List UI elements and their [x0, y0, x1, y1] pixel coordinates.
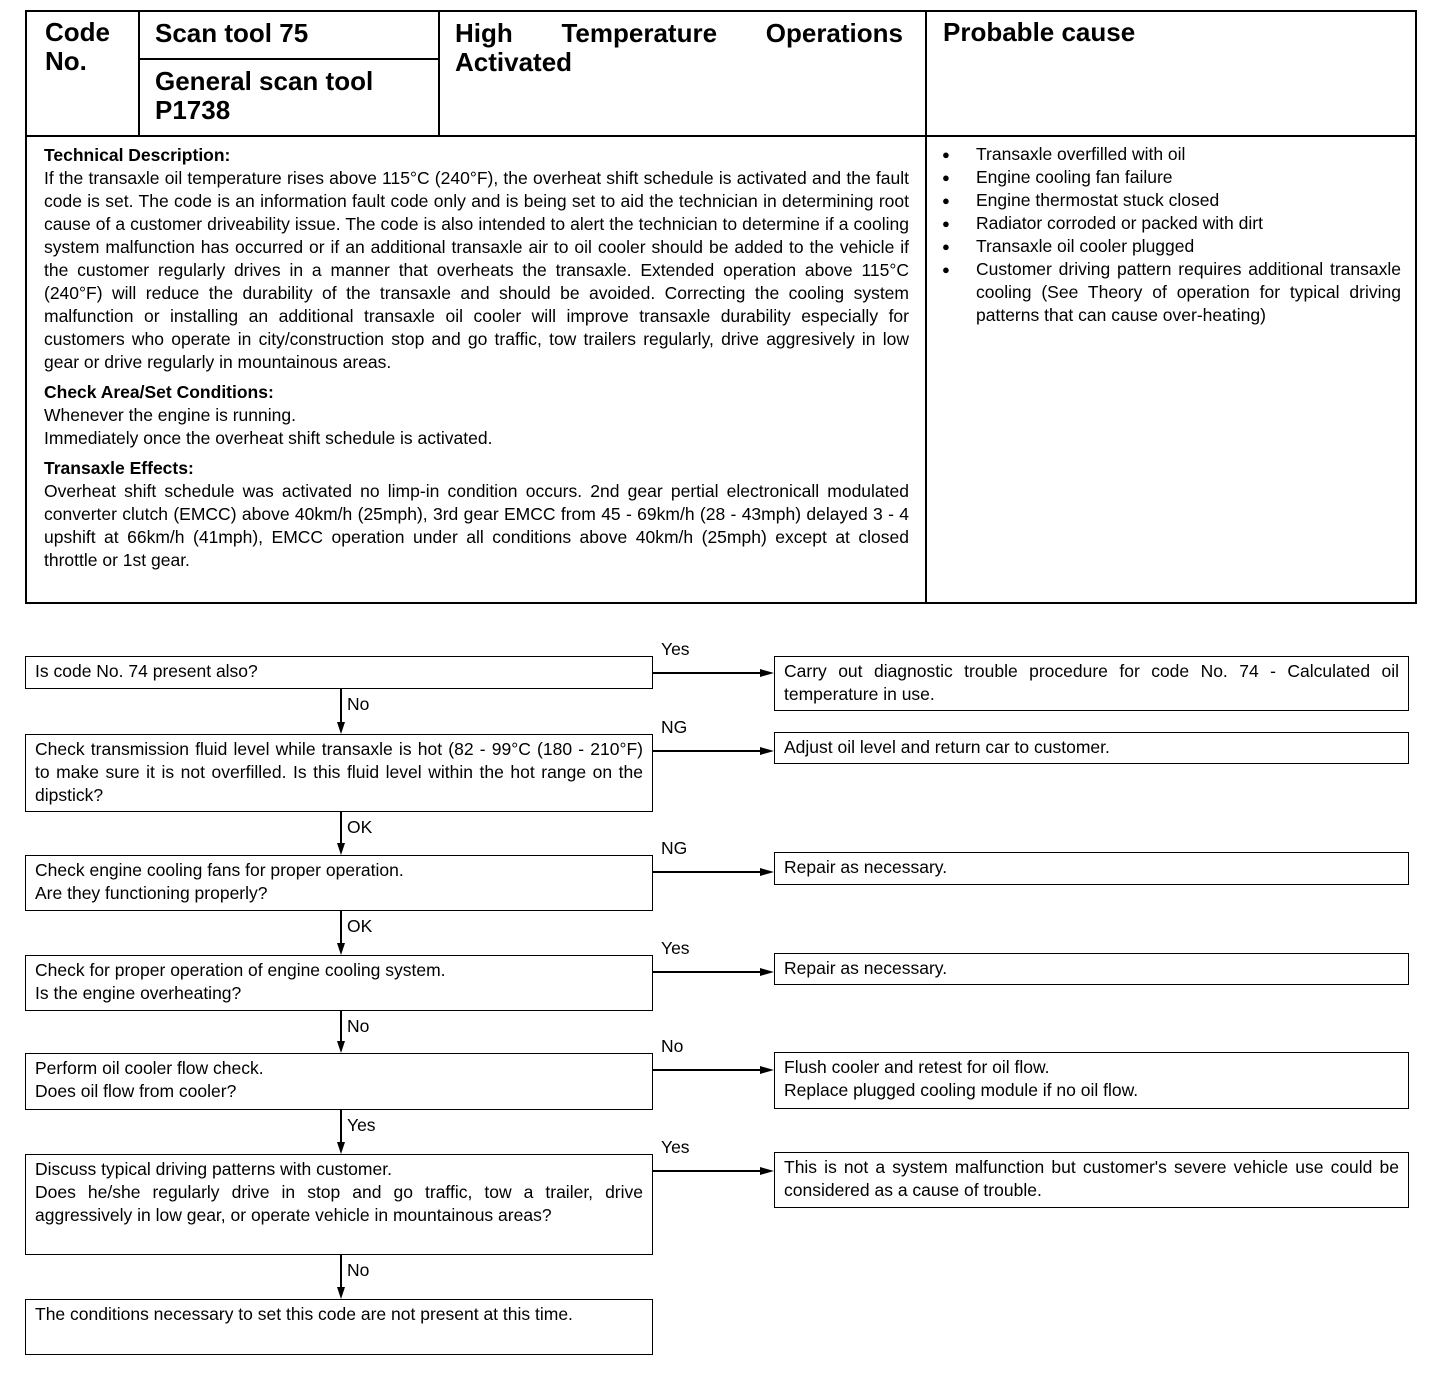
action-box: Flush cooler and retest for oil flow. Replace plugged cooling module if no oil flow. — [774, 1052, 1409, 1109]
check-area-heading: Check Area/Set Conditions: — [44, 382, 274, 402]
down-arrow-line — [340, 1110, 342, 1144]
down-arrow-line — [340, 911, 342, 945]
cause-item: ● Transaxle oil cooler plugged — [926, 235, 1401, 258]
description-section — [44, 144, 909, 572]
branch-arrow-line — [653, 1069, 761, 1071]
down-arrow-line — [340, 689, 342, 724]
branch-arrow-line — [653, 871, 761, 873]
action-box: Carry out diagnostic trouble procedure for code No. 74 - Calculated oil temperature in use. — [774, 656, 1409, 711]
action-box: Adjust oil level and return car to customer. — [774, 732, 1409, 764]
branch-arrow-head — [760, 1066, 774, 1074]
check-area-line: Immediately once the overheat shift schedule is activated. — [44, 428, 493, 448]
branch-label: NG — [661, 717, 688, 737]
down-arrow-line — [340, 1011, 342, 1043]
down-arrow-head — [337, 843, 345, 855]
question-box: Discuss typical driving patterns with customer. Does he/she regularly drive in stop and go traffic, tow a trailer, drive aggressively in low gear, or operate vehicle in mountainous areas? — [25, 1154, 653, 1255]
action-box: This is not a system malfunction but customer's severe vehicle use could be considered as a cause of trouble. — [774, 1152, 1409, 1208]
transaxle-effects-heading: Transaxle Effects: — [44, 458, 194, 478]
question-box: Check engine cooling fans for proper operation. Are they functioning properly? — [25, 855, 653, 911]
branch-arrow-head — [760, 968, 774, 976]
down-label: OK — [347, 817, 373, 837]
down-arrow-head — [337, 722, 345, 734]
action-box: Repair as necessary. — [774, 953, 1409, 985]
branch-arrow-head — [760, 669, 774, 677]
down-label: OK — [347, 916, 373, 936]
branch-label: Yes — [661, 1137, 690, 1157]
technical-description-heading: Technical Description: — [44, 145, 231, 165]
question-box: Is code No. 74 present also? — [25, 656, 653, 689]
branch-label: NG — [661, 838, 688, 858]
general-scan-tool: General scan tool P1738 — [155, 66, 374, 125]
cause-item: ● Radiator corroded or packed with dirt — [926, 212, 1401, 235]
code-no-label: Code No. — [45, 17, 110, 76]
branch-arrow-head — [760, 1167, 774, 1175]
final-box: The conditions necessary to set this code are not present at this time. — [25, 1299, 653, 1355]
cause-item: ● Engine cooling fan failure — [926, 166, 1401, 189]
down-arrow-line — [340, 1255, 342, 1289]
down-label: No — [347, 1016, 370, 1036]
down-arrow-head — [337, 1142, 345, 1154]
technical-description-text: If the transaxle oil temperature rises above 115°C (240°F), the overheat shift schedule is activated and the fault code is set. The code is an information fault code only and is being set to aid the technician in determining root cause of a customer driveability issue. The code is also intended to alert the technician to determine if a cooling system malfunction has occurred or if an additional transaxle air to oil cooler should be added to the vehicle if the customer regularly drives in a manner that overheats the transaxle. Extended operation above 115°C (240°F) will reduce the durability of the transaxle and should be avoided. Correcting the cooling system malfunction or installing an additional transaxle oil cooler will improve transaxle durability especially for customers who operate in city/construction stop and go traffic, tow trailers regularly, drive aggresively in low gear or drive regularly in mountainous areas. — [44, 168, 909, 372]
question-box: Perform oil cooler flow check. Does oil flow from cooler? — [25, 1053, 653, 1110]
branch-arrow-line — [653, 1170, 761, 1172]
probable-cause-list — [926, 143, 1401, 327]
action-box: Repair as necessary. — [774, 852, 1409, 885]
down-arrow-head — [337, 1041, 345, 1053]
down-arrow-head — [337, 1287, 345, 1299]
down-arrow-head — [337, 943, 345, 955]
check-area-line: Whenever the engine is running. — [44, 405, 296, 425]
branch-label: Yes — [661, 639, 690, 659]
transaxle-effects-text: Overheat shift schedule was activated no limp-in condition occurs. 2nd gear pertial electronicall modulated converter clutch (EMCC) above 40km/h (25mph), 3rd gear EMCC from 45 - 69km/h (28 - 43mph) delayed 3 - 4 upshift at 66km/h (41mph), EMCC operation under all conditions above 40km/h (25mph) except at closed throttle or 1st gear. — [44, 481, 909, 570]
question-box: Check transmission fluid level while transaxle is hot (82 - 99°C (180 - 210°F) to make sure it is not overfilled. Is this fluid level within the hot range on the dipstick? — [25, 734, 653, 812]
branch-arrow-head — [760, 747, 774, 755]
branch-label: No — [661, 1036, 684, 1056]
branch-arrow-head — [760, 868, 774, 876]
branch-arrow-line — [653, 971, 761, 973]
question-box: Check for proper operation of engine cooling system. Is the engine overheating? — [25, 955, 653, 1011]
branch-arrow-line — [653, 672, 761, 674]
page-title: High Temperature Operations Activated — [455, 18, 903, 77]
scan-tool-75: Scan tool 75 — [155, 18, 309, 48]
cause-item: ● Transaxle overfilled with oil — [926, 143, 1401, 166]
branch-arrow-line — [653, 750, 761, 752]
probable-cause-heading: Probable cause — [943, 17, 1136, 47]
cause-item: ● Customer driving pattern requires additional transaxle cooling (See Theory of operation for typical driving patterns that can cause over-heating) — [926, 258, 1401, 327]
cause-item: ● Engine thermostat stuck closed — [926, 189, 1401, 212]
branch-label: Yes — [661, 938, 690, 958]
down-label: No — [347, 1260, 370, 1280]
down-arrow-line — [340, 812, 342, 845]
down-label: No — [347, 694, 370, 714]
down-label: Yes — [347, 1115, 376, 1135]
